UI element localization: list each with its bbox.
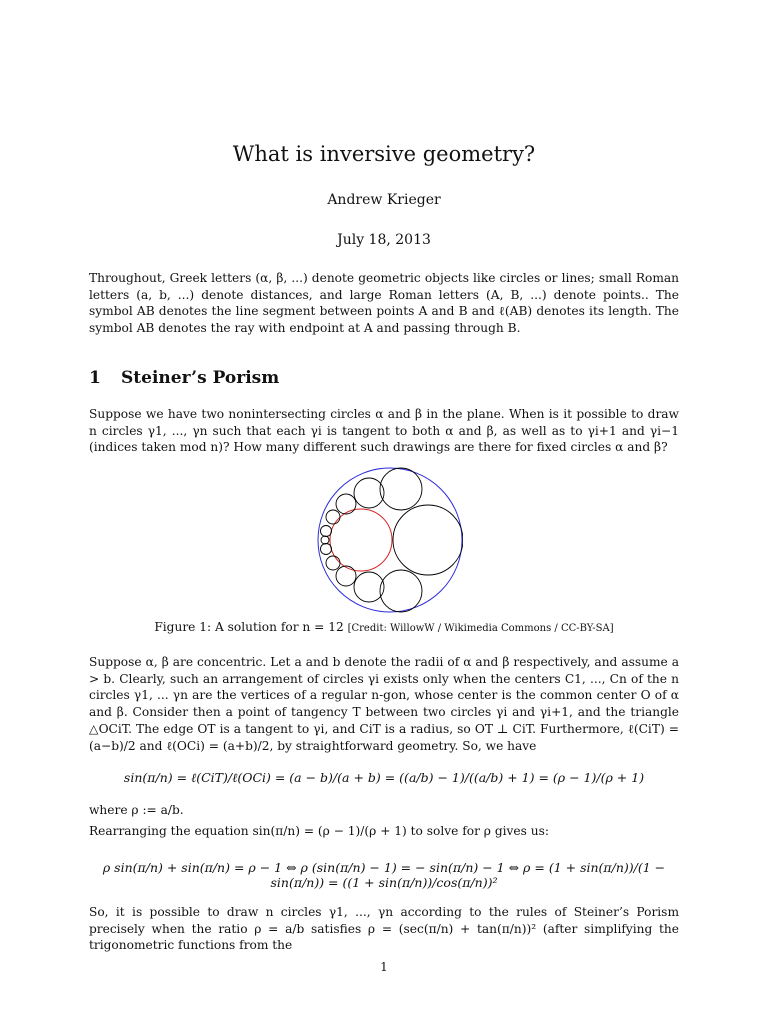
section-title: Steiner’s Porism (121, 368, 280, 388)
chain-circle (393, 505, 463, 575)
steiner-chain-figure (317, 467, 463, 613)
equation-2: ρ sin(π/n) + sin(π/n) = ρ − 1 ⇔ ρ (sin(π/n) − 1) = − sin(π/n) − 1 ⇔ ρ = (1 + sin(π/n))/(1 − sin(π/n)) = ((1 + sin(π/n))/cos(π/n))² (102, 860, 666, 890)
section-number: 1 (89, 368, 101, 388)
caption-text: Figure 1: A solution for n = 12 (154, 620, 344, 634)
outer-circle (318, 468, 462, 612)
intro-paragraph: Throughout, Greek letters (α, β, ...) denote geometric objects like circles or lines; small Roman letters (a, b, ...) denote distances, and large Roman letters (A, B, ...) denote points.. The symbol AB denotes the line segment between points A and B and ℓ(AB) denotes its length. The symbol AB denotes the ray with endpoint at A and passing through B. (89, 271, 679, 336)
inner-circle (330, 509, 392, 571)
paper-title: What is inversive geometry? (232, 142, 536, 166)
publication-date: July 18, 2013 (337, 232, 431, 248)
chain-circle (354, 478, 384, 508)
chain-circle (326, 556, 340, 570)
chain-circle (354, 572, 384, 602)
section-paragraph-3: So, it is possible to draw n circles γ1, ..., γn according to the rules of Steiner’s Porism precisely when the ratio ρ = a/b satisfies ρ = (sec(π/n) + tan(π/n))² (after simplifying the trigonometric functions from the (89, 905, 679, 953)
equation-1: sin(π/n) = ℓ(CiT)/ℓ(OCi) = (a − b)/(a + b) = ((a/b) − 1)/((a/b) + 1) = (ρ − 1)/(ρ + 1) (123, 770, 645, 785)
chain-circle (336, 566, 356, 586)
rearrange-line: Rearranging the equation sin(π/n) = (ρ − 1)/(ρ + 1) to solve for ρ gives us: (89, 824, 549, 838)
figure-caption (89, 620, 679, 634)
chain-circle (321, 544, 332, 555)
section-paragraph-2: Suppose α, β are concentric. Let a and b denote the radii of α and β respectively, and assume a > b. Clearly, such an arrangement of circles γi exists only when the centers C1, ..., Cn of the n circles γ1, ... γn are the vertices of a regular n-gon, whose center is the common center O of α and β. Consider then a point of tangency T between two circles γi and γi+1, and the triangle △OCiT. The edge OT is a tangent to γi, and CiT is a radius, so OT ⊥ CiT. Furthermore, ℓ(CiT) = (a−b)/2 and ℓ(OCi) = (a+b)/2, by straightforward geometry. So, we have (89, 655, 679, 753)
chain-circle (321, 526, 332, 537)
section-heading (89, 368, 279, 388)
chain-circle (326, 510, 340, 524)
chain-circle (321, 536, 329, 544)
chain-circle (380, 570, 422, 612)
chain-circle (380, 468, 422, 510)
where-line: where ρ := a/b. (89, 803, 184, 817)
section-paragraph-1: Suppose we have two nonintersecting circles α and β in the plane. When is it possible to draw n circles γ1, ..., γn such that each γi is tangent to both α and β, as well as to γi+1 and γi−1 (indices taken mod n)? How many different such drawings are there for fixed circles α and β? (89, 407, 679, 455)
page-number: 1 (380, 960, 388, 974)
author-name: Andrew Krieger (327, 192, 441, 208)
chain-circle (336, 494, 356, 514)
caption-credit: [Credit: WillowW / Wikimedia Commons / CC-BY-SA] (347, 623, 614, 634)
